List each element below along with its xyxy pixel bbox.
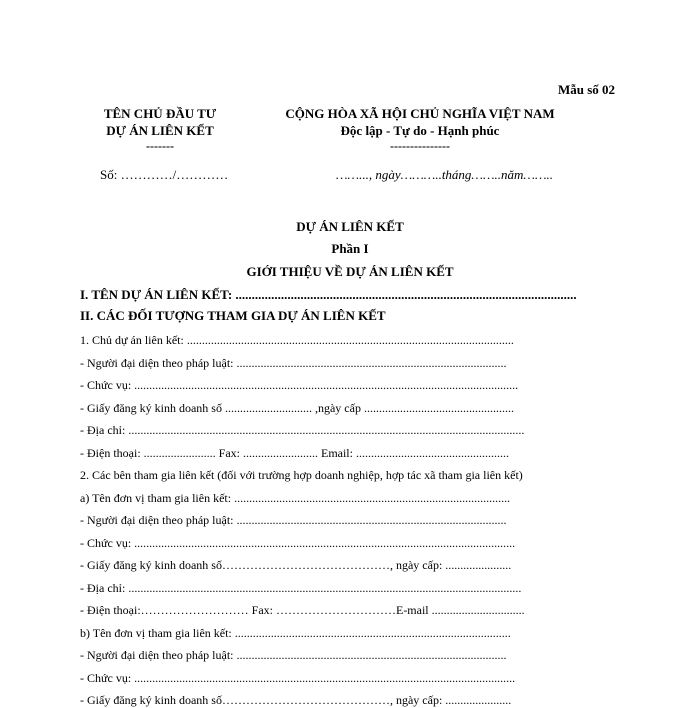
form-line: - Địa chỉ: .................................................................................................................................... xyxy=(80,423,525,437)
section-participants: II. CÁC ĐỐI TƯỢNG THAM GIA DỰ ÁN LIÊN KẾT xyxy=(80,308,386,323)
form-line: 2. Các bên tham gia liên kết (đối với trường hợp doanh nghiệp, hợp tác xã tham gia liên kết) xyxy=(80,468,523,482)
left-header-divider: ------- xyxy=(146,139,174,153)
form-line: - Chức vụ: ................................................................................................................................ xyxy=(80,378,519,392)
form-line: - Giấy đăng ký kinh doanh số……………………………………, ngày cấp: ...................... xyxy=(80,558,512,572)
form-line: a) Tên đơn vị tham gia liên kết: ............................................................................................ xyxy=(80,491,511,505)
part-subtitle: GIỚI THIỆU VỀ DỰ ÁN LIÊN KẾT xyxy=(246,264,454,279)
date-line: ……..., ngày………..tháng……..năm…….. xyxy=(336,167,554,182)
part-title: Phần I xyxy=(331,241,369,256)
form-number: Mẫu số 02 xyxy=(558,82,616,97)
form-line: - Người đại diện theo pháp luật: .......................................................................................... xyxy=(80,648,507,662)
form-line: - Chức vụ: ............................................................................................................................... xyxy=(80,671,516,685)
form-line: - Giấy đăng ký kinh doanh số……………………………………, ngày cấp: ...................... xyxy=(80,693,512,707)
national-motto: Độc lập - Tự do - Hạnh phúc xyxy=(340,123,500,138)
national-title: CỘNG HÒA XÃ HỘI CHỦ NGHĨA VIỆT NAM xyxy=(285,106,555,121)
project-name-heading: DỰ ÁN LIÊN KẾT xyxy=(106,123,214,138)
form-line: - Chức vụ: ............................................................................................................................... xyxy=(80,536,516,550)
form-line: - Địa chỉ: ................................................................................................................................... xyxy=(80,581,522,595)
form-line: - Người đại diện theo pháp luật: .......................................................................................... xyxy=(80,513,507,527)
document-title: DỰ ÁN LIÊN KẾT xyxy=(296,219,404,234)
form-line: - Điện thoại: ........................ Fax: ......................... Email: ................................................... xyxy=(80,446,509,460)
form-line: - Người đại diện theo pháp luật: .......................................................................................... xyxy=(80,356,507,370)
form-line: b) Tên đơn vị tham gia liên kết: ............................................................................................ xyxy=(80,626,511,640)
document-number-line: Số: …………/………… xyxy=(100,167,229,182)
right-header-divider: --------------- xyxy=(390,139,450,153)
investor-name-heading: TÊN CHỦ ĐẦU TƯ xyxy=(103,106,217,121)
form-line: - Giấy đăng ký kinh doanh số ............................. ,ngày cấp .................................................. xyxy=(80,401,514,415)
section-project-name: I. TÊN DỰ ÁN LIÊN KẾT: ......................................................................................................... xyxy=(80,287,577,302)
form-line: - Điện thoại:……………………… Fax: …………………………E-mail ............................... xyxy=(80,603,525,617)
form-line: 1. Chủ dự án liên kết: ............................................................................................................. xyxy=(80,333,514,347)
